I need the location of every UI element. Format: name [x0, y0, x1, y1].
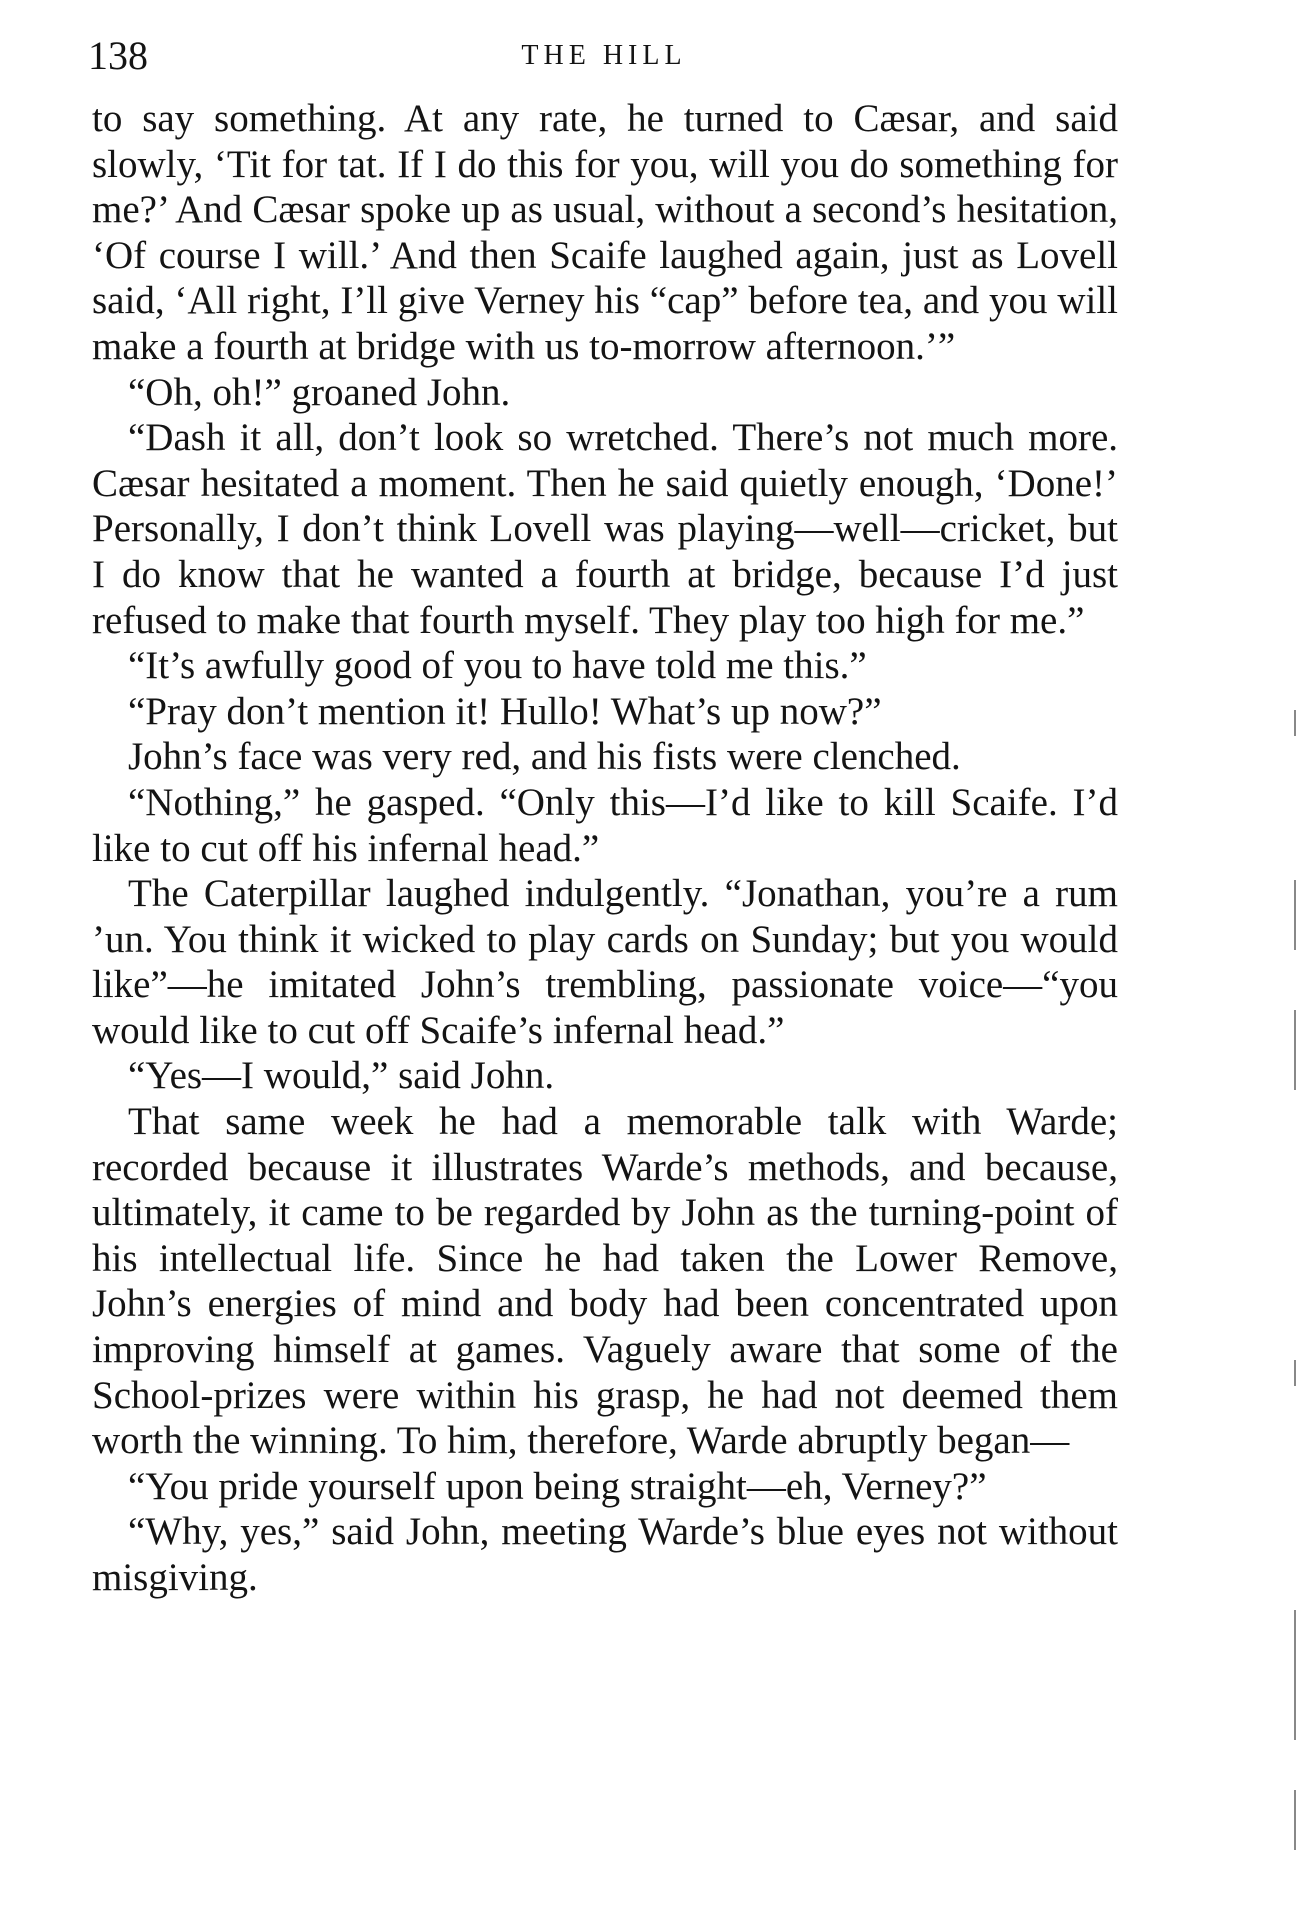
- body-text: [92, 96, 1118, 1601]
- scan-edge-mark: [1294, 880, 1296, 950]
- paragraph: “Dash it all, don’t look so wretched. There’s not much more. Cæsar hesitated a moment. Then he said quietly enough, ‘Done!’ Personally, I don’t think Lovell was playing—well—cricket, but I do know that he wanted a fourth at bridge, because I’d just refused to make that fourth myself. They play too high for me.”: [92, 416, 1118, 642]
- paragraph: The Caterpillar laughed indulgently. “Jonathan, you’re a rum ’un. You think it wicked to play cards on Sunday; but you would like”—he imitated John’s trembling, passionate voice—“you would like to cut off Scaife’s infernal head.”: [92, 872, 1118, 1052]
- paragraph: “Pray don’t mention it! Hullo! What’s up now?”: [128, 689, 882, 733]
- page-number: 138: [88, 33, 148, 78]
- paragraph: “You pride yourself upon being straight—eh, Verney?”: [128, 1464, 987, 1508]
- paragraph: John’s face was very red, and his fists were clenched.: [128, 735, 961, 779]
- paragraph: “Why, yes,” said John, meeting Warde’s blue eyes not without misgiving.: [92, 1510, 1118, 1599]
- paragraph: to say something. At any rate, he turned to Cæsar, and said slowly, ‘Tit for tat. If I do this for you, will you do something for me?’ And Cæsar spoke up as usual, without a second’s hesitation, ‘Of course I will.’ And then Scaife laughed again, just as Lovell said, ‘All right, I’ll give Verney his “cap” before tea, and you will make a fourth at bridge with us to-morrow afternoon.’”: [92, 97, 1118, 368]
- scan-edge-mark: [1294, 1010, 1296, 1090]
- scan-edge-mark: [1294, 1610, 1296, 1740]
- scan-edge-mark: [1294, 1790, 1296, 1850]
- paragraph: “Nothing,” he gasped. “Only this—I’d like to kill Scaife. I’d like to cut off his infernal head.”: [92, 780, 1118, 870]
- running-head: [88, 28, 1120, 84]
- running-title: THE HILL: [521, 40, 687, 71]
- paragraph: “Yes—I would,” said John.: [128, 1054, 555, 1098]
- scan-edge-mark: [1294, 710, 1296, 736]
- paragraph: “It’s awfully good of you to have told me this.”: [128, 644, 867, 688]
- scan-edge-mark: [1294, 1360, 1296, 1386]
- paragraph: That same week he had a memorable talk with Warde; recorded because it illustrates Warde’s methods, and because, ultimately, it came to be regarded by John as the turning-point of his intellectual life. Since he had taken the Lower Remove, John’s energies of mind and body had been concentrated upon improving himself at games. Vaguely aware that some of the School-prizes were within his grasp, he had not deemed them worth the winning. To him, therefore, Warde abruptly began—: [92, 1100, 1118, 1463]
- paragraph: “Oh, oh!” groaned John.: [128, 370, 511, 414]
